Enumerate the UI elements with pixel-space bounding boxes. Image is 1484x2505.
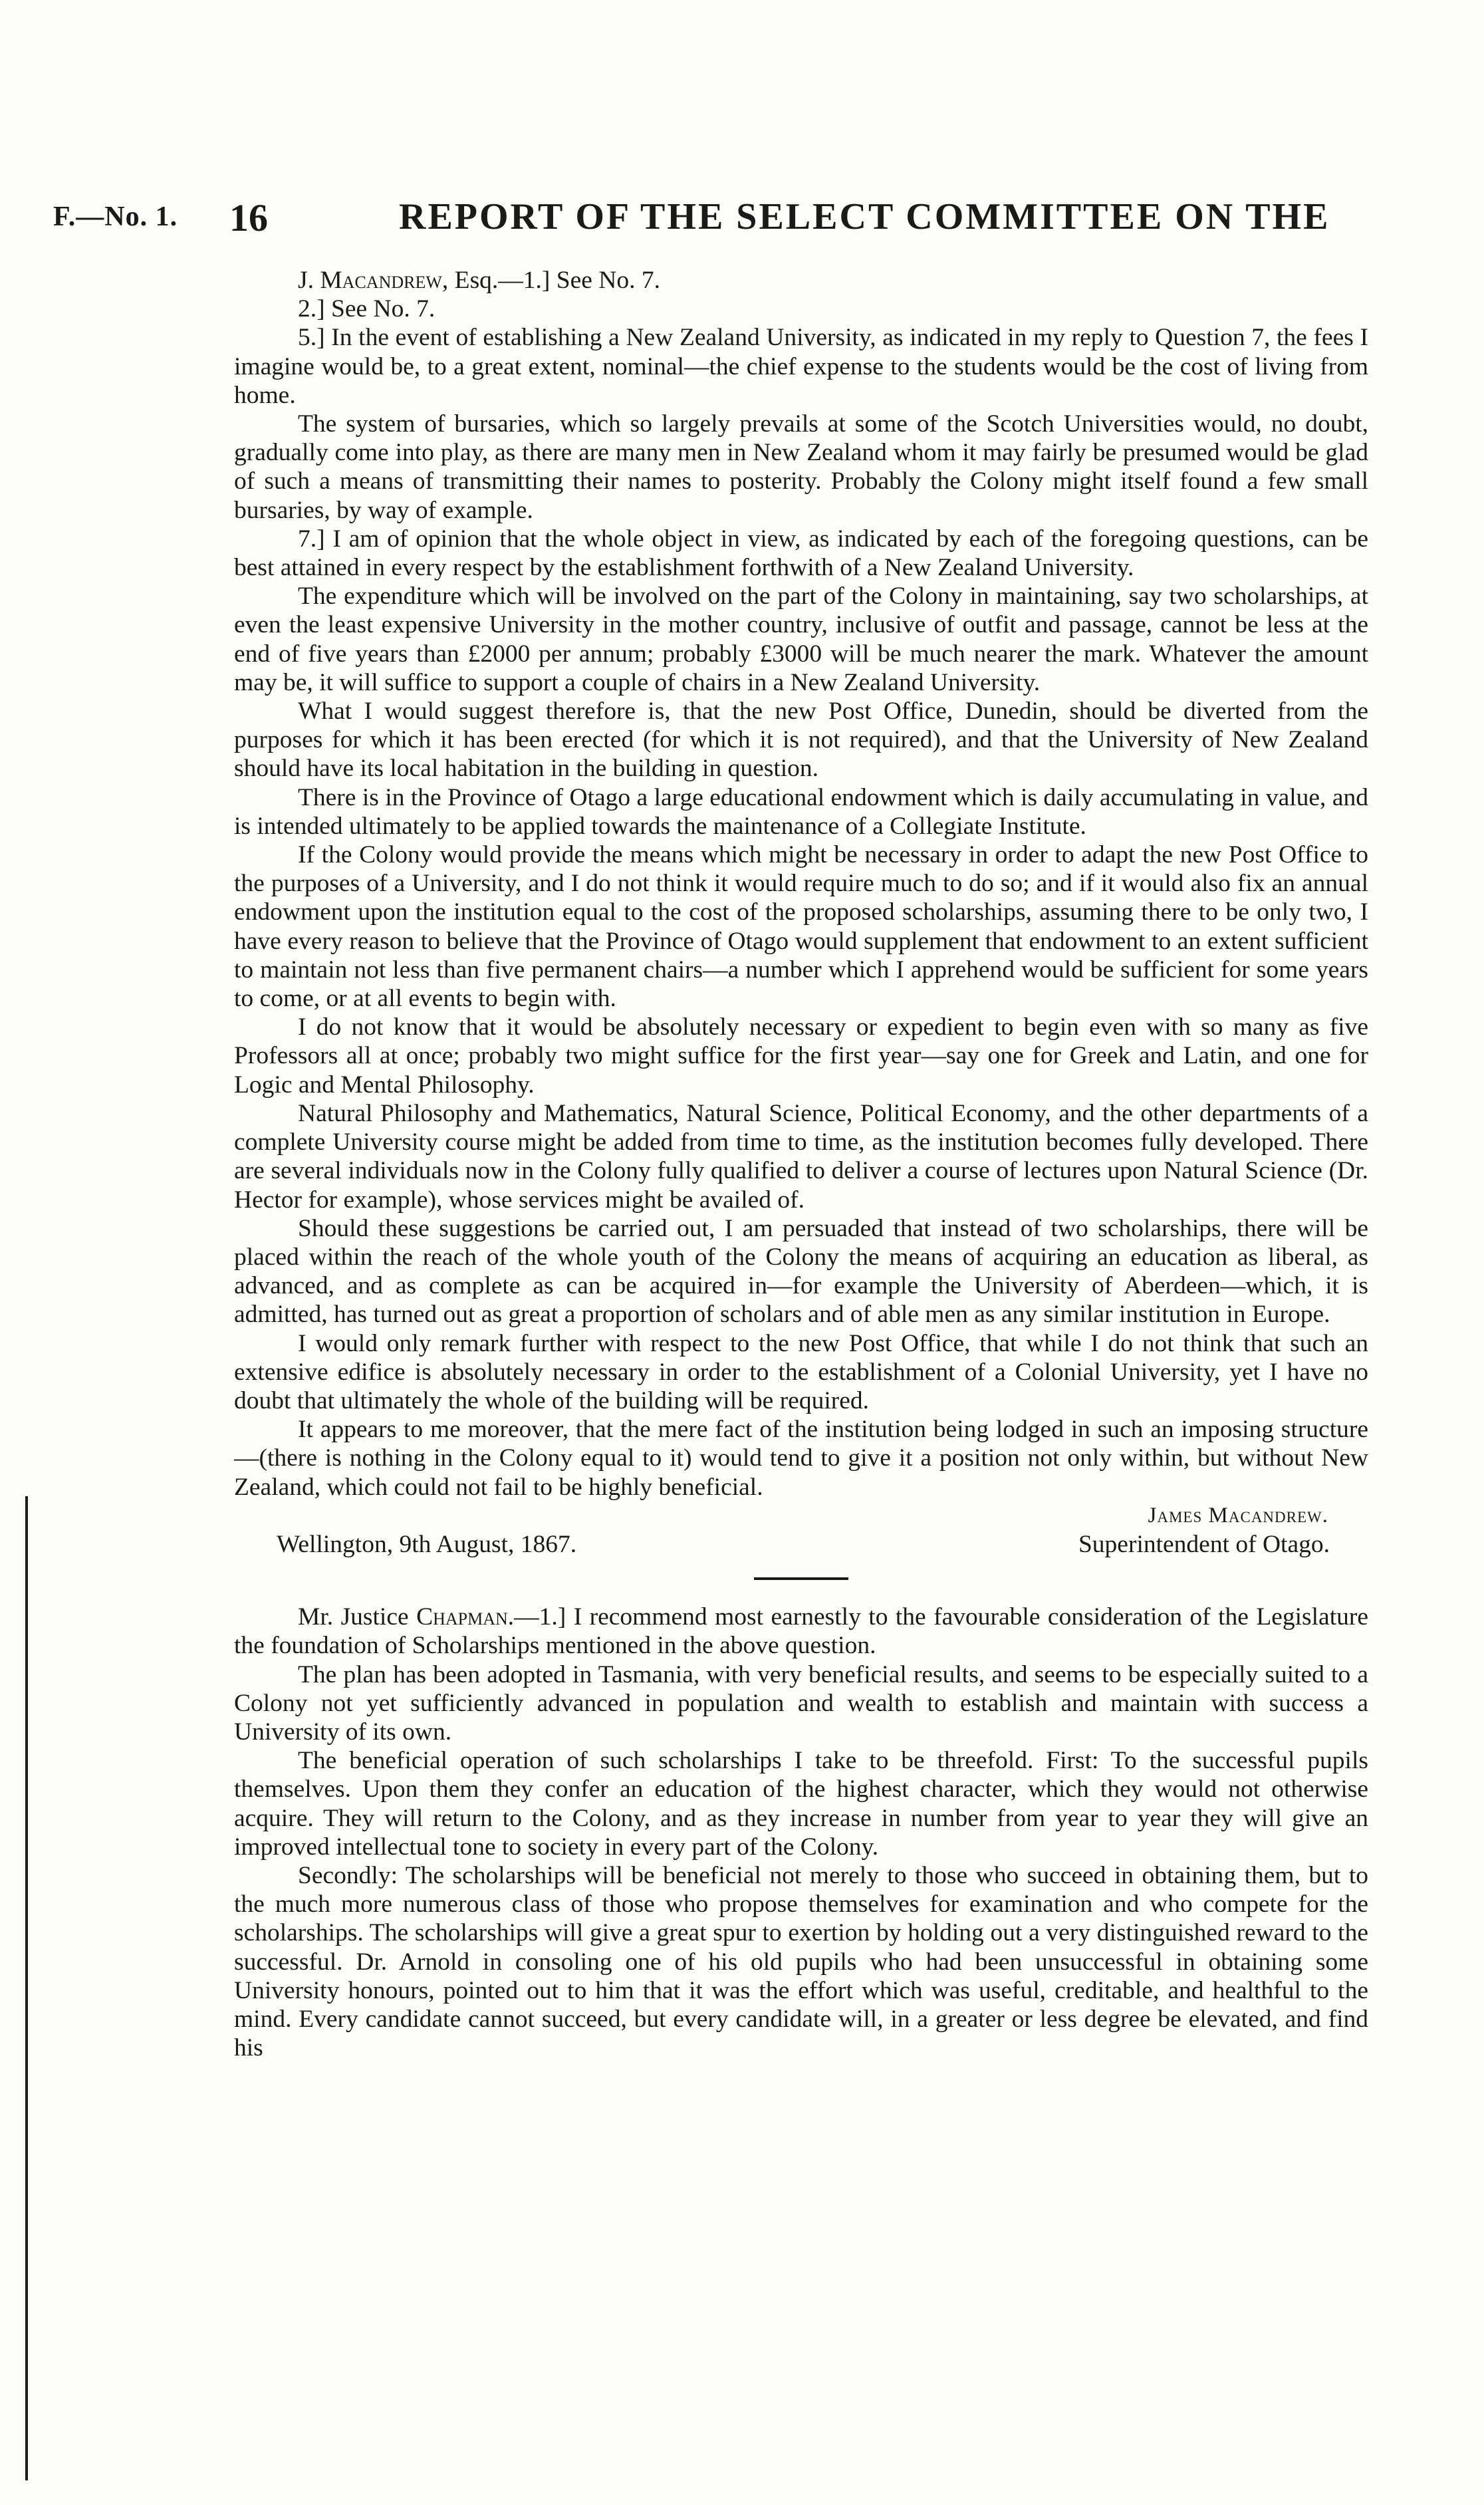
paragraph: 5.] In the event of establishing a New Zealand University, as indicated in my reply to Question 7, the fees I imagine would be, to a great extent, nominal—the chief expense to the students would be the cost of living from home. [234, 324, 1368, 409]
paragraph: If the Colony would provide the means which might be necessary in order to adapt the new Post Office to the purposes of a University, and I do not think it would require much to do so; and if it would also fix an annual endowment upon the institution equal to the cost of the proposed scholarships, assuming there to be only two, I have every reason to believe that the Province of Otago would supplement that endowment to an extent sufficient to maintain not less than five permanent chairs—a number which I apprehend would be sufficient for some years to come, or at all events to begin with. [234, 841, 1368, 1013]
paragraph: What I would suggest therefore is, that the new Post Office, Dunedin, should be diverted from the purposes for which it has been erected (for which it is not required), and that the University of New Zealand should have its local habitation in the building in question. [234, 698, 1368, 783]
header-title: REPORT OF THE SELECT COMMITTEE ON THE [399, 196, 1330, 237]
place-date: Wellington, 9th August, 1867. [277, 1530, 577, 1558]
macandrew-lead: J. Macandrew, Esq.—1.] See No. 7. [298, 267, 660, 294]
paragraph: The expenditure which will be involved on the part of the Colony in maintaining, say two scholarships, at even the least expensive University in the mother country, inclusive of outfit and passage, cannot be less at the end of five years than £2000 per annum; probably £3000 will be much nearer the mark. Whatever the amount may be, it will suffice to support a couple of chairs in a New Zealand University. [234, 583, 1368, 696]
paragraph: I do not know that it would be absolutely necessary or expedient to begin even with so many as five Professors all at once; probably two might suffice for the first year—say one for Greek and Latin, and one for Logic and Mental Philosophy. [234, 1013, 1368, 1099]
signature: James Macandrew. [1148, 1503, 1328, 1527]
paragraph: There is in the Province of Otago a large educational endowment which is daily accumulating in value, and is intended ultimately to be applied towards the maintenance of a Collegiate Institute. [234, 783, 1368, 840]
paragraph: Secondly: The scholarships will be beneficial not merely to those who succeed in obtaining them, but to the much more numerous class of those who propose themselves for examination and who compete for the scholarships. The scholarships will give a great spur to exertion by holding out a very distinguished reward to the successful. Dr. Arnold in consoling one of his old pupils who had been unsuccessful in obtaining some University honours, pointed out to him that it was the effort which was useful, creditable, and healthful to the mind. Every candidate cannot succeed, but every candidate will, in a greater or less degree be elevated, and find his [234, 1861, 1368, 2062]
paragraph: Natural Philosophy and Mathematics, Natural Science, Political Economy, and the other departments of a complete University course might be added from time to time, as the institution becomes fully developed. There are several individuals now in the Colony fully qualified to deliver a course of lectures upon Natural Science (Dr. Hector for example), whose services might be availed of. [234, 1099, 1368, 1214]
paragraph: Should these suggestions be carried out, I am persuaded that instead of two scholarships, there will be placed within the reach of the whole youth of the Colony the means of acquiring an education as liberal, as advanced, and as complete as can be acquired in—for example the University of Aberdeen—which, it is admitted, has turned out as great a proportion of scholars and of able men as any similar institution in Europe. [234, 1214, 1368, 1329]
paragraph: The plan has been adopted in Tasmania, with very beneficial results, and seems to be especially suited to a Colony not yet sufficiently advanced in population and wealth to establish and maintain with success a University of its own. [234, 1660, 1368, 1746]
paragraph: 2.] See No. 7. [298, 295, 435, 323]
section-divider [754, 1577, 848, 1580]
paragraph: The system of bursaries, which so largely prevails at some of the Scotch Universities would, no doubt, gradually come into play, as there are many men in New Zealand whom it may fairly be presumed would be glad of such a means of transmitting their names to posterity. Probably the Colony might itself found a few small bursaries, by way of example. [234, 410, 1368, 524]
report-body [234, 266, 1368, 2062]
left-margin-rule [25, 1496, 28, 2480]
header-code: F.—No. 1. [53, 201, 178, 232]
witness-name: J. Macandrew [298, 267, 442, 294]
witness-name: Chapman [416, 1603, 508, 1631]
page-number: 16 [229, 196, 268, 239]
paragraph: It appears to me moreover, that the mere fact of the institution being lodged in such an imposing structure—(there is nothing in the Colony equal to it) would tend to give it a position not only within, but without New Zealand, which could not fail to be highly beneficial. [234, 1416, 1368, 1501]
office-title: Superintendent of Otago. [1078, 1530, 1330, 1558]
paragraph: I would only remark further with respect to the new Post Office, that while I do not think that such an extensive edifice is absolutely necessary in order to the establishment of a Colonial University, yet I have no doubt that ultimately the whole of the building will be required. [234, 1329, 1368, 1414]
page-header [0, 194, 1484, 247]
signature-row [234, 1530, 1368, 1559]
paragraph: 7.] I am of opinion that the whole object in view, as indicated by each of the foregoing questions, can be best attained in every respect by the establishment forthwith of a New Zealand University. [234, 525, 1368, 582]
paragraph: The beneficial operation of such scholarships I take to be threefold. First: To the successful pupils themselves. Upon them they confer an education of the highest character, which they would not otherwise acquire. They will return to the Colony, and as they increase in number from year to year they will give an improved intellectual tone to society in every part of the Colony. [234, 1747, 1368, 1861]
chapman-lead: Mr. Justice Chapman.—1.] I recommend most earnestly to the favourable consideration of the Legislature the foundation of Scholarships mentioned in the above question. [234, 1603, 1368, 1660]
